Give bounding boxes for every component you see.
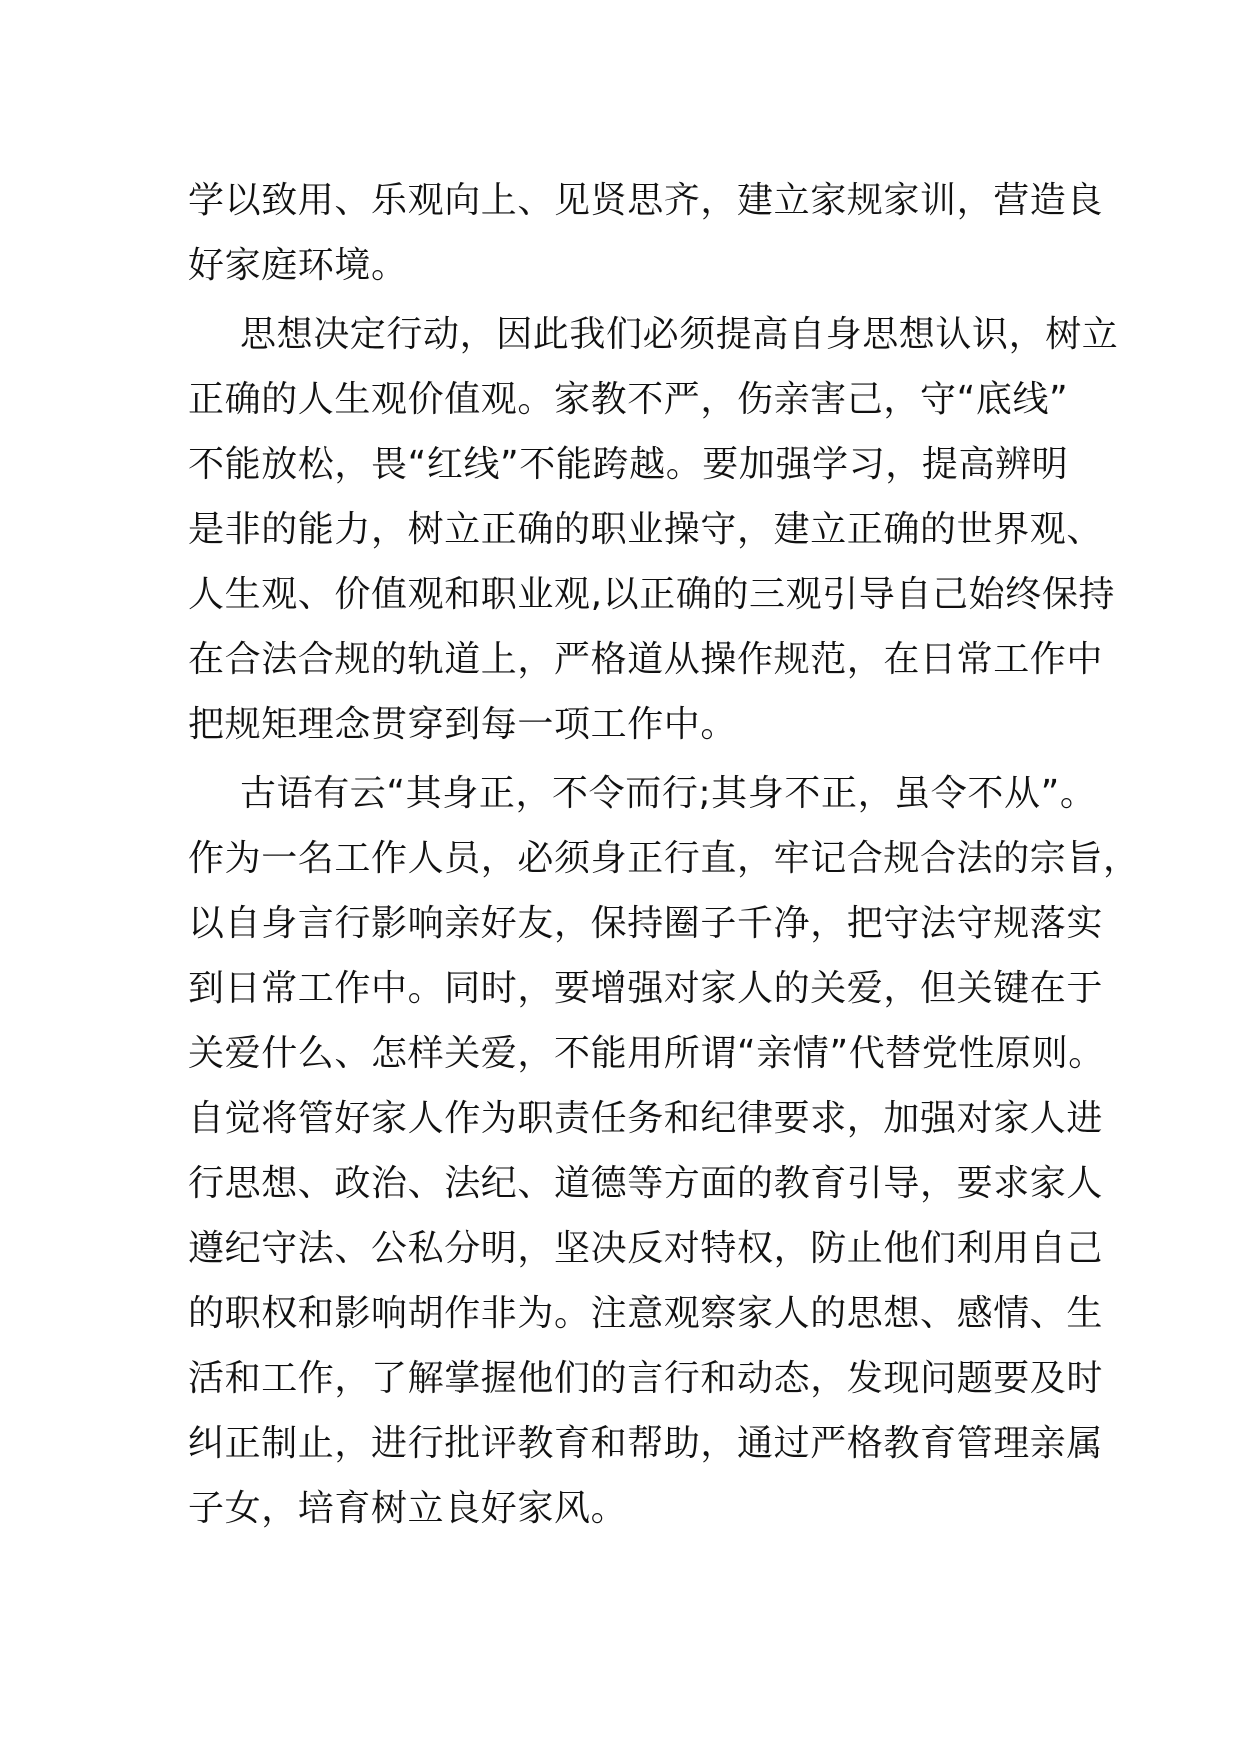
text-line: 关爱什么、怎样关爱，不能用所谓“亲情”代替党性原则。 bbox=[188, 1033, 1105, 1074]
text-line: 古语有云“其身正，不令而行;其身不正，虽令不从”。 bbox=[240, 773, 1097, 814]
document-body bbox=[188, 168, 1140, 1541]
paragraph-3 bbox=[188, 761, 1140, 1541]
text-line: 行思想、政治、法纪、道德等方面的教育引导，要求家人 bbox=[188, 1163, 1104, 1204]
text-line: 活和工作，了解掌握他们的言行和动态，发现问题要及时 bbox=[188, 1358, 1104, 1399]
text-line: 思想决定行动，因此我们必须提高自身思想认识，树立 bbox=[240, 314, 1119, 355]
text-line: 在合法合规的轨道上，严格道从操作规范，在日常工作中 bbox=[188, 639, 1104, 680]
paragraph-2 bbox=[188, 302, 1119, 757]
text-line: 人生观、价值观和职业观,以正确的三观引导自己始终保持 bbox=[188, 574, 1116, 615]
text-line: 不能放松，畏“红线”不能跨越。要加强学习，提高辨明 bbox=[188, 444, 1069, 485]
text-line: 以自身言行影响亲好友，保持圈子千净，把守法守规落实 bbox=[188, 903, 1104, 944]
text-line: 是非的能力，树立正确的职业操守，建立正确的世界观、 bbox=[188, 509, 1104, 550]
text-line: 好家庭环境。 bbox=[188, 245, 408, 286]
text-line: 到日常工作中。同时，要增强对家人的关爱，但关键在于 bbox=[188, 968, 1104, 1009]
text-line: 自觉将管好家人作为职责任务和纪律要求，加强对家人进 bbox=[188, 1098, 1104, 1139]
text-line: 正确的人生观价值观。家教不严，伤亲害己，守“底线” bbox=[188, 379, 1069, 420]
text-line: 学以致用、乐观向上、见贤思齐，建立家规家训，营造良 bbox=[188, 180, 1104, 221]
paragraph-1 bbox=[188, 168, 1104, 298]
text-line: 作为一名工作人员，必须身正行直，牢记合规合法的宗旨， bbox=[188, 838, 1140, 879]
text-line: 纠正制止，进行批评教育和帮助，通过严格教育管理亲属 bbox=[188, 1423, 1104, 1464]
text-line: 遵纪守法、公私分明，坚决反对特权，防止他们利用自己 bbox=[188, 1228, 1104, 1269]
text-line: 的职权和影响胡作非为。注意观察家人的思想、感情、生 bbox=[188, 1293, 1104, 1334]
text-line: 把规矩理念贯穿到每一项工作中。 bbox=[188, 704, 738, 745]
text-line: 子女，培育树立良好家风。 bbox=[188, 1488, 628, 1529]
